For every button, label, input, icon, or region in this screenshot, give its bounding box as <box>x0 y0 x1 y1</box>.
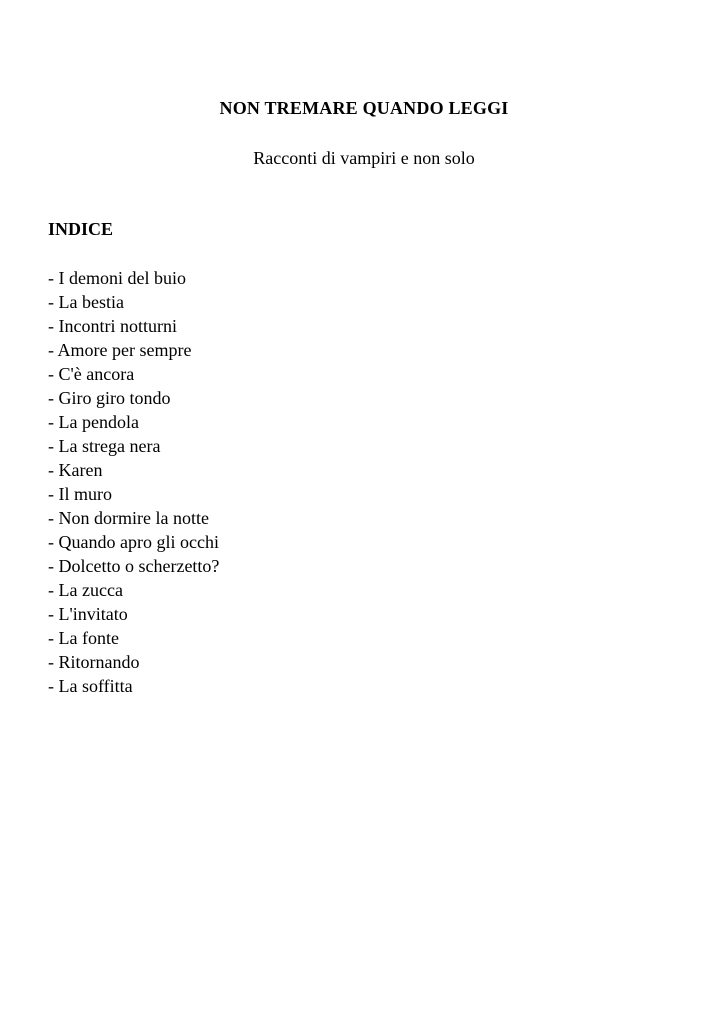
toc-item: - Karen <box>48 460 103 480</box>
toc-item: - La fonte <box>48 628 119 648</box>
toc-item: - La zucca <box>48 580 123 600</box>
toc-item: - Quando apro gli occhi <box>48 532 219 552</box>
toc-item: - Ritornando <box>48 652 140 672</box>
toc-item: - L'invitato <box>48 604 128 624</box>
toc-item: - La bestia <box>48 292 124 312</box>
toc-item: - Incontri notturni <box>48 316 177 336</box>
index-heading: INDICE <box>48 219 114 239</box>
toc-item: - La soffitta <box>48 676 133 696</box>
toc-item: - Dolcetto o scherzetto? <box>48 556 220 576</box>
toc-item: - Giro giro tondo <box>48 388 171 408</box>
toc-item: - C'è ancora <box>48 364 135 384</box>
document-title: NON TREMARE QUANDO LEGGI <box>219 98 509 118</box>
toc-item: - I demoni del buio <box>48 268 186 288</box>
toc-item: - Amore per sempre <box>48 340 192 360</box>
document-subtitle: Racconti di vampiri e non solo <box>253 148 475 168</box>
table-of-contents <box>48 266 219 698</box>
toc-item: - Non dormire la notte <box>48 508 209 528</box>
toc-item: - La pendola <box>48 412 139 432</box>
toc-item: - Il muro <box>48 484 112 504</box>
toc-item: - La strega nera <box>48 436 161 456</box>
